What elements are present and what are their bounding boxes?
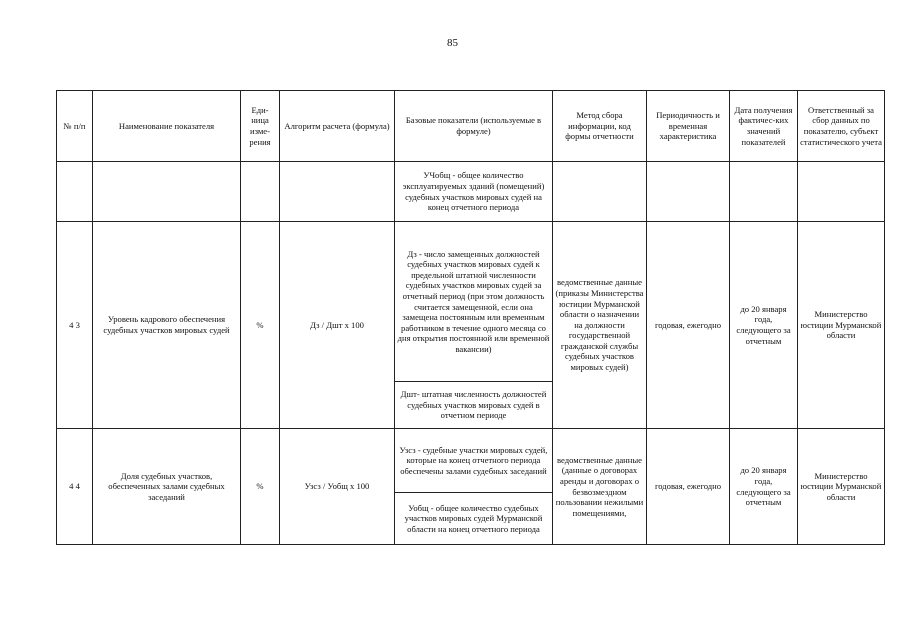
header-responsible: Ответственный за сбор данных по показателю, субъект статистического учета [798,91,885,162]
cell-base: Дз - число замещенных должностей судебных участков мировых судей к предельной штатной численности судебных участков мировых судей за отчетный период (при этом должность считается замещенной, если она замещена постоянным или временным работником в течение одного месяца со дня открытия постоянной или временной вакансии) [395,222,553,382]
table-row [57,429,885,493]
header-num: № п/п [57,91,93,162]
table-row-continuation [57,162,885,222]
header-method: Метод сбора информации, код формы отчетности [553,91,647,162]
indicators-table [56,90,885,545]
cell-responsible: Министерство юстиции Мурманской области [798,429,885,545]
cell-period: годовая, ежегодно [647,429,730,545]
cell-date: до 20 января года, следующего за отчетным [730,222,798,429]
cell-base: УЧобщ - общее количество эксплуатируемых зданий (помещений) судебных участков мировых судей на конец отчетного периода [395,162,553,222]
cell-responsible: Министерство юстиции Мурманской области [798,222,885,429]
header-unit: Еди-ница изме-рения [241,91,280,162]
cell-base: Узсз - судебные участки мировых судей, которые на конец отчетного периода обеспечены залами судебных заседаний [395,429,553,493]
cell-base: Дшт- штатная численность должностей судебных участков мировых судей в отчетном периоде [395,382,553,429]
cell-unit: % [241,429,280,545]
cell-date: до 20 января года, следующего за отчетным [730,429,798,545]
header-date: Дата получения фактичес-ких значений показателей [730,91,798,162]
header-name: Наименование показателя [93,91,241,162]
cell-algorithm: Узсз / Уобщ х 100 [280,429,395,545]
page-number: 85 [447,37,458,49]
cell-num: 4 4 [57,429,93,545]
cell-name: Доля судебных участков, обеспеченных залами судебных заседаний [93,429,241,545]
table-header-row [57,91,885,162]
cell-unit: % [241,222,280,429]
header-algorithm: Алгоритм расчета (формула) [280,91,395,162]
cell-num: 4 3 [57,222,93,429]
cell-method: ведомственные данные (данные о договорах аренды и договорах о безвозмездном пользовании нежилыми помещениями, [553,429,647,545]
table-row [57,222,885,382]
cell-algorithm: Дз / Дшт х 100 [280,222,395,429]
cell-method: ведомственные данные (приказы Министерства юстиции Мурманской области о назначении на должности государственной гражданской службы судебных участков мировых судей) [553,222,647,429]
header-base: Базовые показатели (используемые в формуле) [395,91,553,162]
cell-base: Уобщ - общее количество судебных участков мировых судей Мурманской области на конец отчетного периода [395,493,553,545]
header-period: Периодичность и временная характеристика [647,91,730,162]
cell-name: Уровень кадрового обеспечения судебных участков мировых судей [93,222,241,429]
cell-period: годовая, ежегодно [647,222,730,429]
